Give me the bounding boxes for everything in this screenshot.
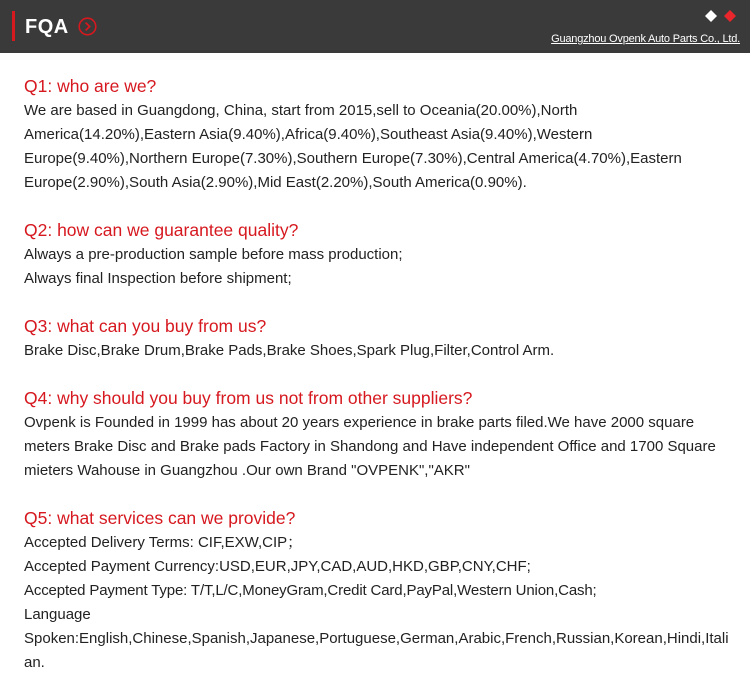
diamond-icon bbox=[704, 9, 740, 23]
faq-answer: Brake Disc,Brake Drum,Brake Pads,Brake Shoes,Spark Plug,Filter,Control Arm. bbox=[24, 342, 555, 359]
faq-answer-line: Accepted Payment Currency:USD,EUR,JPY,CAD,AUD,HKD,GBP,CNY,CHF; bbox=[24, 558, 531, 575]
faq-answer-line: Language bbox=[24, 606, 91, 623]
faq-answer: Ovpenk is Founded in 1999 has about 20 years experience in brake parts filed.We have 2000 square meters Brake Disc and Brake pads Factory in Shandong and Have independent Office and 1700 Square mieters Wahouse in Guangzhou .Our own Brand "OVPENK","AKR" bbox=[24, 414, 716, 479]
faq-question: Q1: who are we? bbox=[24, 76, 157, 96]
faq-item bbox=[24, 75, 736, 219]
page-header bbox=[0, 0, 750, 53]
faq-answer: We are based in Guangdong, China, start from 2015,sell to Oceania(20.00%),North America(14.20%),Eastern Asia(9.40%),Africa(9.40%),Southeast Asia(9.40%),Western Europe(9.40%),Northern Europe(7.30%),Southern Europe(7.30%),Central America(4.70%),Eastern Europe(2.90%),South Asia(2.90%),Mid East(2.20%),South America(0.90%). bbox=[24, 102, 682, 191]
faq-question: Q2: how can we guarantee quality? bbox=[24, 220, 299, 240]
faq-answer-line: Always a pre-production sample before mass production; bbox=[24, 246, 403, 263]
arrow-right-circle-icon bbox=[78, 17, 97, 36]
faq-item bbox=[24, 219, 736, 315]
faq-list bbox=[24, 75, 736, 675]
company-name: Guangzhou Ovpenk Auto Parts Co., Ltd. bbox=[551, 33, 740, 45]
faq-question: Q5: what services can we provide? bbox=[24, 508, 296, 528]
faq-item bbox=[24, 507, 736, 675]
accent-bar bbox=[12, 11, 15, 41]
faq-answer-line: Always final Inspection before shipment; bbox=[24, 270, 292, 287]
faq-item bbox=[24, 387, 736, 507]
faq-answer-line: Accepted Delivery Terms: CIF,EXW,CIP； bbox=[24, 534, 303, 551]
faq-item bbox=[24, 315, 736, 387]
faq-question: Q4: why should you buy from us not from other suppliers? bbox=[24, 388, 473, 408]
page-title: FQA bbox=[25, 16, 69, 38]
faq-question: Q3: what can you buy from us? bbox=[24, 316, 267, 336]
faq-answer-line: Accepted Payment Type: T/T,L/C,MoneyGram,Credit Card,PayPal,Western Union,Cash; bbox=[24, 582, 597, 599]
faq-answer-line: Spoken:English,Chinese,Spanish,Japanese,Portuguese,German,Arabic,French,Russian,Korean,Hindi,Italian. bbox=[24, 630, 729, 671]
